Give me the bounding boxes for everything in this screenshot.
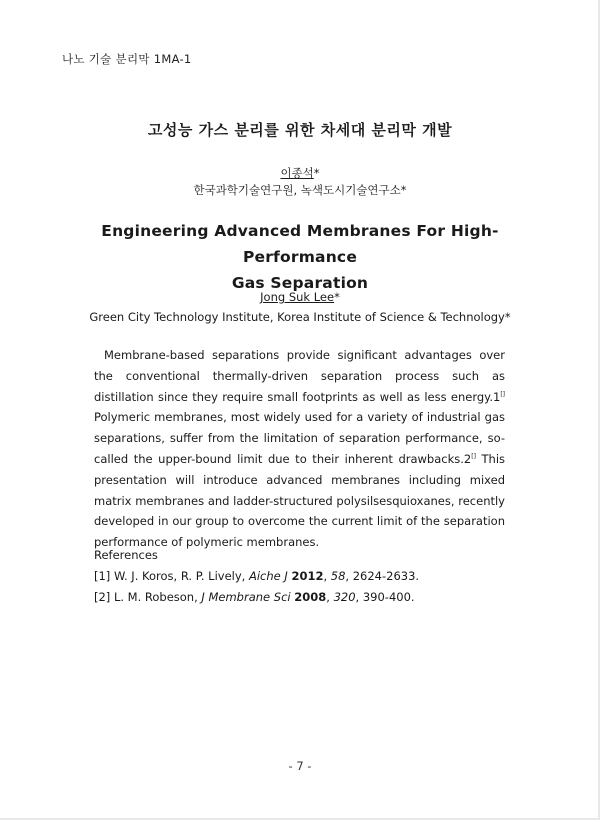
references-section <box>94 545 514 608</box>
abstract-text-part2: Polymeric membranes, most widely used for a variety of industrial gas separations, suffer from the limitation of separation performance, so-called the upper-bound limit due to their inherent drawbacks.2 <box>94 410 505 466</box>
paper-title-english-line2: Gas Separation <box>231 274 369 292</box>
reference-item-2: [2] L. M. Robeson, J Membrane Sci 2008, 320, 390-400. <box>94 590 415 604</box>
affiliation-korean: 한국과학기술연구원, 녹색도시기술연구소* <box>193 183 407 197</box>
reference-2-authors: [2] L. M. Robeson, <box>94 590 202 604</box>
reference-2-year: 2008 <box>294 590 327 604</box>
reference-2-volume: 320 <box>333 590 356 604</box>
author-english-name: Jong Suk Lee <box>260 290 335 304</box>
reference-1-year: 2012 <box>291 569 324 583</box>
reference-1-volume: 58 <box>330 569 346 583</box>
paper-title-korean: 고성능 가스 분리를 위한 차세대 분리막 개발 <box>147 121 453 139</box>
citation-marker-2: [] <box>471 452 476 460</box>
paper-title-english-line1: Engineering Advanced Membranes For High-Performance <box>101 222 499 266</box>
reference-1-pages: 2624-2633. <box>352 569 420 583</box>
author-korean-mark: * <box>313 166 320 180</box>
citation-marker-1: [] <box>500 390 505 398</box>
author-english-mark: * <box>334 290 340 304</box>
abstract-text-part3: This presentation will introduce advanced membranes including mixed matrix membranes and ladder-structured polysilsesquioxanes, recently developed in our group to overcome the current limit of the separation performance of polymeric membranes. <box>94 451 506 550</box>
session-code: 나노 기술 분리막 1MA-1 <box>62 52 192 66</box>
author-korean <box>0 165 600 181</box>
reference-1-journal: Aiche J <box>248 569 288 583</box>
abstract-paragraph <box>94 345 505 553</box>
author-english <box>0 290 600 304</box>
references-heading: References <box>94 548 158 562</box>
page-number: - 7 - <box>288 759 312 773</box>
affiliation-english: Green City Technology Institute, Korea Institute of Science & Technology* <box>89 310 511 324</box>
abstract-text-part1: Membrane-based separations provide significant advantages over the conventional thermally-driven separation process such as distillation since they require small footprints as well as less energy.1 <box>94 348 505 404</box>
author-korean-name: 이종석 <box>280 166 314 180</box>
reference-2-journal: J Membrane Sci <box>201 590 291 604</box>
reference-2-pages: 390-400. <box>362 590 415 604</box>
reference-item-1: [1] W. J. Koros, R. P. Lively, Aiche J 2012, 58, 2624-2633. <box>94 569 420 583</box>
paper-title-english <box>60 218 540 296</box>
reference-1-authors: [1] W. J. Koros, R. P. Lively, <box>94 569 249 583</box>
